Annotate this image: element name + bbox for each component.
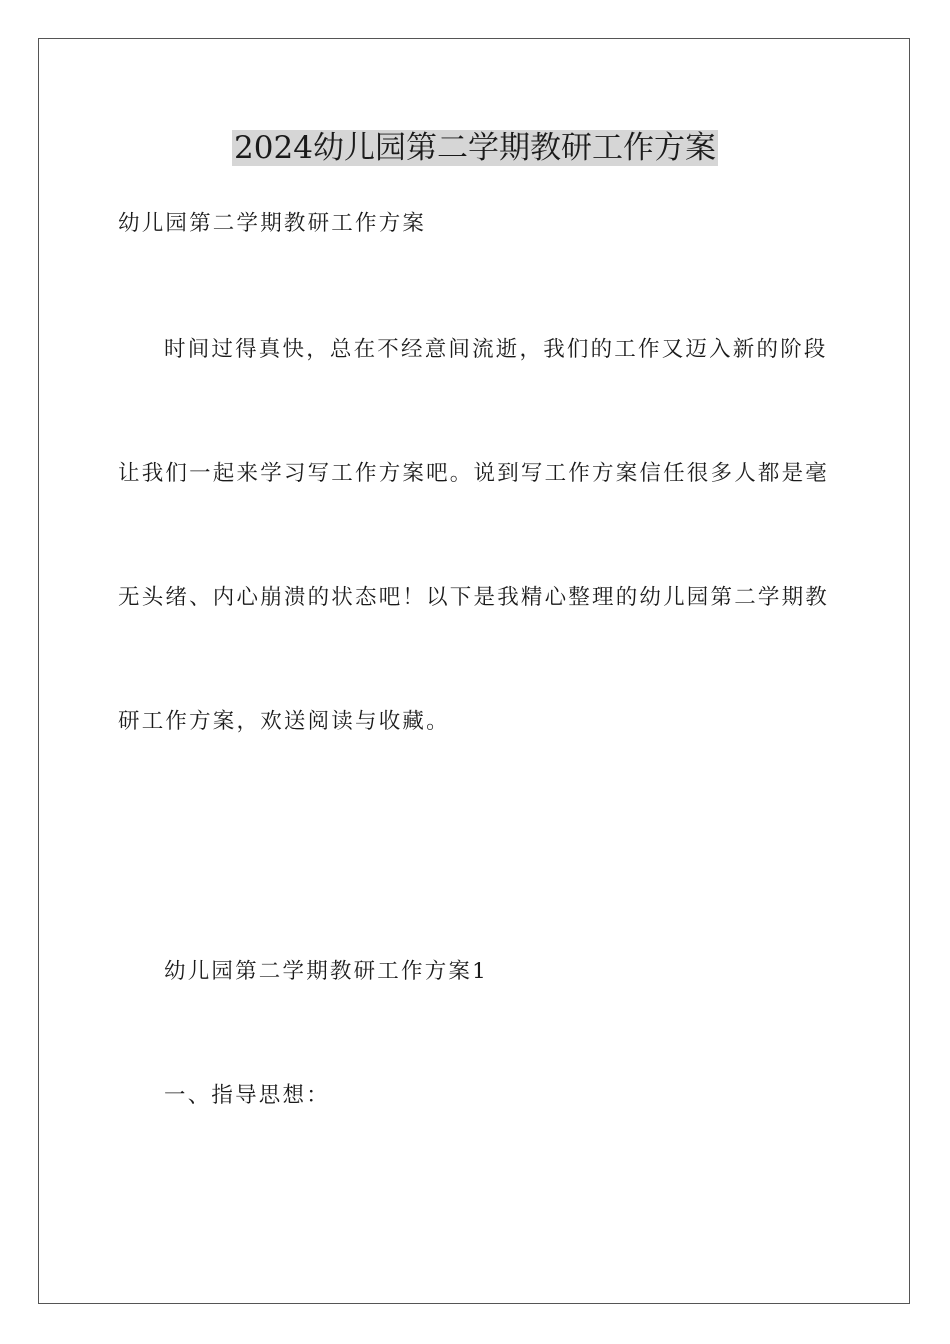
intro-line-2: 让我们一起来学习写工作方案吧。说到写工作方案信任很多人都是毫: [118, 461, 830, 486]
document-subtitle: 幼儿园第二学期教研工作方案: [118, 211, 427, 236]
section-heading: 幼儿园第二学期教研工作方案1: [164, 959, 488, 984]
intro-line-1: 时间过得真快，总在不经意间流逝，我们的工作又迈入新的阶段: [164, 337, 828, 362]
intro-line-3: 无头绪、内心崩溃的状态吧！以下是我精心整理的幼儿园第二学期教: [118, 585, 830, 610]
subsection-heading: 一、指导思想：: [164, 1083, 330, 1108]
document-title: [0, 126, 950, 170]
document-title-text: 2024幼儿园第二学期教研工作方案: [234, 130, 716, 166]
intro-line-4: 研工作方案，欢送阅读与收藏。: [118, 709, 450, 734]
